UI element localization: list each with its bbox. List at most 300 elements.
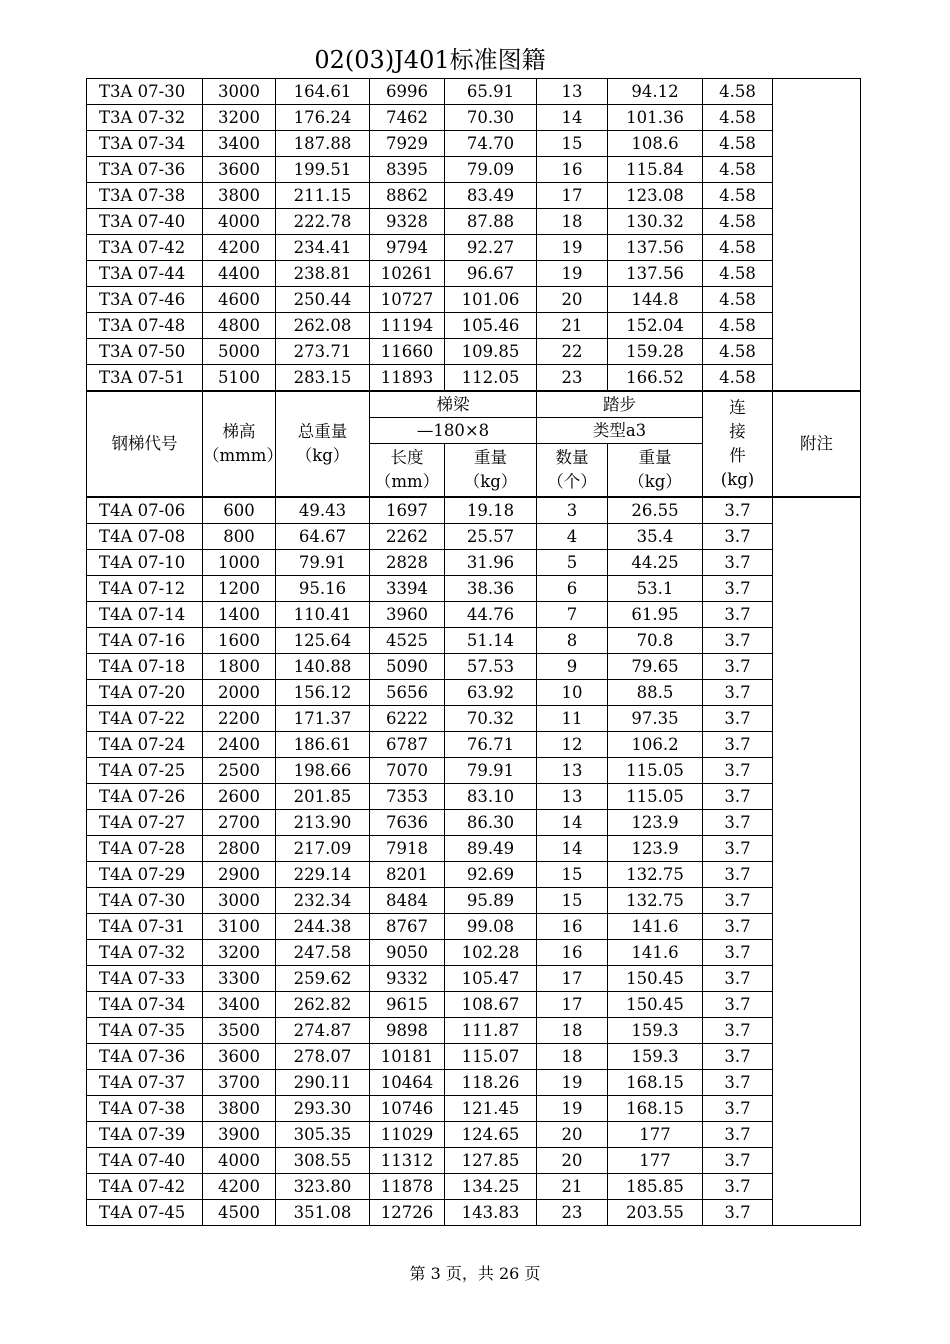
table-cell: 115.05 [608, 784, 703, 810]
table-cell: 166.52 [608, 365, 703, 392]
table-cell: 3700 [203, 1070, 276, 1096]
table-cell: 290.11 [276, 1070, 370, 1096]
table-cell: 262.82 [276, 992, 370, 1018]
table-cell: 244.38 [276, 914, 370, 940]
table-cell: 198.66 [276, 758, 370, 784]
table-row [87, 914, 861, 940]
table-cell: 2700 [203, 810, 276, 836]
table-cell: 6996 [370, 79, 445, 105]
table-header [87, 391, 861, 497]
table-cell: 89.49 [445, 836, 537, 862]
table-cell: 132.75 [608, 862, 703, 888]
table-row [87, 1148, 861, 1174]
table-row [87, 1122, 861, 1148]
cell-code: T4A 07-39 [87, 1122, 203, 1148]
table-cell: 4500 [203, 1200, 276, 1226]
table-cell: 57.53 [445, 654, 537, 680]
cell-code: T4A 07-12 [87, 576, 203, 602]
table-row [87, 235, 861, 261]
table-cell: 7070 [370, 758, 445, 784]
table-cell: 3.7 [703, 1122, 773, 1148]
table-cell: 164.61 [276, 79, 370, 105]
header-beam-spec: —180×8 [370, 418, 537, 444]
table-row [87, 758, 861, 784]
table-cell: 5 [537, 550, 608, 576]
table-cell: 3.7 [703, 888, 773, 914]
table-cell: 3400 [203, 131, 276, 157]
table-cell: 87.88 [445, 209, 537, 235]
table-cell: 102.28 [445, 940, 537, 966]
table-cell: 3000 [203, 79, 276, 105]
table-cell: 4.58 [703, 183, 773, 209]
table-cell: 4200 [203, 1174, 276, 1200]
cell-code: T4A 07-30 [87, 888, 203, 914]
table-cell: 1200 [203, 576, 276, 602]
table-cell: 7 [537, 602, 608, 628]
table-cell: 4.58 [703, 105, 773, 131]
steel-ladder-table [86, 78, 861, 1226]
table-cell: 3.7 [703, 784, 773, 810]
table-cell: 247.58 [276, 940, 370, 966]
table-cell: 351.08 [276, 1200, 370, 1226]
cell-code: T4A 07-36 [87, 1044, 203, 1070]
table-cell: 2500 [203, 758, 276, 784]
table-cell: 123.9 [608, 810, 703, 836]
table-row [87, 105, 861, 131]
table-cell: 97.35 [608, 706, 703, 732]
table-cell: 44.76 [445, 602, 537, 628]
table-row [87, 992, 861, 1018]
table-cell: 65.91 [445, 79, 537, 105]
table-cell: 259.62 [276, 966, 370, 992]
table-cell: 86.30 [445, 810, 537, 836]
table-cell: 121.45 [445, 1096, 537, 1122]
table-cell: 3600 [203, 157, 276, 183]
table-cell: 1697 [370, 497, 445, 524]
cell-code: T4A 07-24 [87, 732, 203, 758]
table-cell: 70.8 [608, 628, 703, 654]
table-cell: 262.08 [276, 313, 370, 339]
table-cell: 7929 [370, 131, 445, 157]
table-cell: 79.65 [608, 654, 703, 680]
table-cell: 9794 [370, 235, 445, 261]
cell-code: T3A 07-30 [87, 79, 203, 105]
table-cell: 1000 [203, 550, 276, 576]
table-cell: 6 [537, 576, 608, 602]
header-step: 踏步 [537, 391, 703, 418]
table-row [87, 550, 861, 576]
table-cell: 15 [537, 888, 608, 914]
table-cell: 274.87 [276, 1018, 370, 1044]
table-cell: 4.58 [703, 209, 773, 235]
header-code: 钢梯代号 [87, 391, 203, 497]
table-cell: 3.7 [703, 654, 773, 680]
header-step-weight: 重量 （kg） [608, 444, 703, 498]
table-cell: 105.46 [445, 313, 537, 339]
table-row [87, 602, 861, 628]
table-cell: 2400 [203, 732, 276, 758]
table-cell: 143.83 [445, 1200, 537, 1226]
table-cell: 19 [537, 1096, 608, 1122]
cell-code: T4A 07-38 [87, 1096, 203, 1122]
table-cell: 3.7 [703, 706, 773, 732]
table-cell: 21 [537, 313, 608, 339]
table-row [87, 524, 861, 550]
table-cell: 9 [537, 654, 608, 680]
table-cell: 111.87 [445, 1018, 537, 1044]
cell-code: T4A 07-42 [87, 1174, 203, 1200]
table-cell: 123.9 [608, 836, 703, 862]
table-row [87, 365, 861, 392]
table-cell: 3000 [203, 888, 276, 914]
page-footer: 第 3 页，共 26 页 [409, 1264, 541, 1283]
table-cell: 18 [537, 1044, 608, 1070]
table-cell: 3.7 [703, 550, 773, 576]
table-cell: 4.58 [703, 287, 773, 313]
table-cell: 99.08 [445, 914, 537, 940]
table-cell: 19.18 [445, 497, 537, 524]
table-cell: 1400 [203, 602, 276, 628]
table-cell: 92.27 [445, 235, 537, 261]
table-row [87, 131, 861, 157]
table-cell: 3.7 [703, 680, 773, 706]
header-beam: 梯梁 [370, 391, 537, 418]
table-cell: 3400 [203, 992, 276, 1018]
header-total-weight: 总重量 （kg） [276, 391, 370, 497]
table-cell: 79.91 [445, 758, 537, 784]
note-cell [773, 497, 861, 1226]
table-cell: 4800 [203, 313, 276, 339]
table-cell: 4600 [203, 287, 276, 313]
table-cell: 3.7 [703, 497, 773, 524]
cell-code: T3A 07-34 [87, 131, 203, 157]
table-cell: 10181 [370, 1044, 445, 1070]
table-cell: 112.05 [445, 365, 537, 392]
table-cell: 49.43 [276, 497, 370, 524]
table-cell: 9050 [370, 940, 445, 966]
table-cell: 6222 [370, 706, 445, 732]
table-cell: 10261 [370, 261, 445, 287]
table-cell: 4000 [203, 209, 276, 235]
table-cell: 186.61 [276, 732, 370, 758]
cell-code: T4A 07-26 [87, 784, 203, 810]
cell-code: T3A 07-36 [87, 157, 203, 183]
header-connector: 连 接 件 (kg) [703, 391, 773, 497]
table-cell: 308.55 [276, 1148, 370, 1174]
table-cell: 159.28 [608, 339, 703, 365]
table-cell: 11194 [370, 313, 445, 339]
table-cell: 217.09 [276, 836, 370, 862]
table-row [87, 810, 861, 836]
table-cell: 144.8 [608, 287, 703, 313]
table-cell: 74.70 [445, 131, 537, 157]
table-cell: 20 [537, 1148, 608, 1174]
table-cell: 3100 [203, 914, 276, 940]
table-cell: 76.71 [445, 732, 537, 758]
table-cell: 278.07 [276, 1044, 370, 1070]
cell-code: T3A 07-51 [87, 365, 203, 392]
table-cell: 79.09 [445, 157, 537, 183]
table-cell: 2900 [203, 862, 276, 888]
table-row [87, 732, 861, 758]
table-row [87, 966, 861, 992]
table-cell: 35.4 [608, 524, 703, 550]
table-cell: 8395 [370, 157, 445, 183]
table-cell: 150.45 [608, 992, 703, 1018]
table-cell: 10727 [370, 287, 445, 313]
table-cell: 3.7 [703, 1096, 773, 1122]
table-row [87, 1070, 861, 1096]
table-cell: 800 [203, 524, 276, 550]
table-cell: 3.7 [703, 732, 773, 758]
table-cell: 4.58 [703, 261, 773, 287]
table-cell: 11660 [370, 339, 445, 365]
table-cell: 141.6 [608, 940, 703, 966]
table-cell: 140.88 [276, 654, 370, 680]
table-cell: 3.7 [703, 992, 773, 1018]
table-cell: 3600 [203, 1044, 276, 1070]
table-cell: 83.10 [445, 784, 537, 810]
table-cell: 250.44 [276, 287, 370, 313]
table-cell: 9332 [370, 966, 445, 992]
table-row [87, 628, 861, 654]
table-cell: 11029 [370, 1122, 445, 1148]
table-cell: 95.89 [445, 888, 537, 914]
table-row [87, 339, 861, 365]
table-cell: 14 [537, 105, 608, 131]
table-cell: 211.15 [276, 183, 370, 209]
table-cell: 3960 [370, 602, 445, 628]
table-cell: 96.67 [445, 261, 537, 287]
table-cell: 3 [537, 497, 608, 524]
table-cell: 4.58 [703, 313, 773, 339]
table-cell: 110.41 [276, 602, 370, 628]
cell-code: T3A 07-44 [87, 261, 203, 287]
table-row [87, 157, 861, 183]
table-cell: 94.12 [608, 79, 703, 105]
table-cell: 26.55 [608, 497, 703, 524]
table-cell: 10 [537, 680, 608, 706]
table-cell: 4200 [203, 235, 276, 261]
table-cell: 5100 [203, 365, 276, 392]
table-cell: 222.78 [276, 209, 370, 235]
table-cell: 12726 [370, 1200, 445, 1226]
table-cell: 22 [537, 339, 608, 365]
table-cell: 3200 [203, 940, 276, 966]
cell-code: T4A 07-28 [87, 836, 203, 862]
table-cell: 101.06 [445, 287, 537, 313]
table-cell: 4.58 [703, 365, 773, 392]
table-cell: 16 [537, 157, 608, 183]
header-height: 梯高 （mmm） [203, 391, 276, 497]
table-cell: 8484 [370, 888, 445, 914]
table-cell: 234.41 [276, 235, 370, 261]
table-section-t3a [87, 79, 861, 392]
table-cell: 199.51 [276, 157, 370, 183]
table-cell: 3.7 [703, 966, 773, 992]
table-cell: 115.84 [608, 157, 703, 183]
table-cell: 9615 [370, 992, 445, 1018]
cell-code: T3A 07-32 [87, 105, 203, 131]
table-cell: 273.71 [276, 339, 370, 365]
table-cell: 232.34 [276, 888, 370, 914]
table-cell: 108.67 [445, 992, 537, 1018]
cell-code: T4A 07-45 [87, 1200, 203, 1226]
table-cell: 9328 [370, 209, 445, 235]
table-cell: 4400 [203, 261, 276, 287]
table-cell: 11893 [370, 365, 445, 392]
table-row [87, 183, 861, 209]
table-cell: 3.7 [703, 628, 773, 654]
cell-code: T4A 07-25 [87, 758, 203, 784]
table-cell: 15 [537, 131, 608, 157]
table-cell: 7353 [370, 784, 445, 810]
table-cell: 3.7 [703, 914, 773, 940]
table-cell: 229.14 [276, 862, 370, 888]
table-row [87, 836, 861, 862]
table-cell: 8201 [370, 862, 445, 888]
table-cell: 2828 [370, 550, 445, 576]
table-cell: 88.5 [608, 680, 703, 706]
table-cell: 11878 [370, 1174, 445, 1200]
table-cell: 3394 [370, 576, 445, 602]
table-cell: 63.92 [445, 680, 537, 706]
table-cell: 3500 [203, 1018, 276, 1044]
table-cell: 8862 [370, 183, 445, 209]
table-cell: 109.85 [445, 339, 537, 365]
table-cell: 156.12 [276, 680, 370, 706]
cell-code: T4A 07-14 [87, 602, 203, 628]
table-cell: 152.04 [608, 313, 703, 339]
cell-code: T4A 07-18 [87, 654, 203, 680]
table-cell: 3800 [203, 183, 276, 209]
table-cell: 3200 [203, 105, 276, 131]
cell-code: T4A 07-31 [87, 914, 203, 940]
header-beam-weight: 重量 （kg） [445, 444, 537, 498]
table-row [87, 497, 861, 524]
table-row [87, 888, 861, 914]
table-cell: 8 [537, 628, 608, 654]
table-cell: 51.14 [445, 628, 537, 654]
table-cell: 137.56 [608, 261, 703, 287]
table-cell: 600 [203, 497, 276, 524]
table-cell: 115.05 [608, 758, 703, 784]
table-cell: 134.25 [445, 1174, 537, 1200]
cell-code: T3A 07-38 [87, 183, 203, 209]
table-cell: 44.25 [608, 550, 703, 576]
cell-code: T3A 07-48 [87, 313, 203, 339]
table-cell: 10464 [370, 1070, 445, 1096]
table-cell: 61.95 [608, 602, 703, 628]
table-cell: 5000 [203, 339, 276, 365]
table-cell: 23 [537, 1200, 608, 1226]
table-row [87, 261, 861, 287]
cell-code: T4A 07-22 [87, 706, 203, 732]
cell-code: T4A 07-35 [87, 1018, 203, 1044]
table-row [87, 680, 861, 706]
table-cell: 3900 [203, 1122, 276, 1148]
table-cell: 19 [537, 1070, 608, 1096]
table-cell: 17 [537, 183, 608, 209]
table-cell: 25.57 [445, 524, 537, 550]
table-row [87, 862, 861, 888]
table-cell: 16 [537, 914, 608, 940]
table-cell: 159.3 [608, 1044, 703, 1070]
table-cell: 9898 [370, 1018, 445, 1044]
table-row [87, 287, 861, 313]
table-cell: 6787 [370, 732, 445, 758]
table-cell: 20 [537, 1122, 608, 1148]
table-row [87, 576, 861, 602]
header-step-type: 类型a3 [537, 418, 703, 444]
table-cell: 3.7 [703, 1200, 773, 1226]
table-cell: 79.91 [276, 550, 370, 576]
table-cell: 4.58 [703, 235, 773, 261]
table-cell: 4.58 [703, 131, 773, 157]
table-cell: 38.36 [445, 576, 537, 602]
table-cell: 171.37 [276, 706, 370, 732]
table-row [87, 706, 861, 732]
table-cell: 3.7 [703, 862, 773, 888]
table-cell: 305.35 [276, 1122, 370, 1148]
table-cell: 3300 [203, 966, 276, 992]
table-cell: 1600 [203, 628, 276, 654]
table-cell: 4525 [370, 628, 445, 654]
table-cell: 31.96 [445, 550, 537, 576]
table-cell: 14 [537, 836, 608, 862]
table-cell: 53.1 [608, 576, 703, 602]
table-cell: 23 [537, 365, 608, 392]
table-cell: 203.55 [608, 1200, 703, 1226]
cell-code: T4A 07-16 [87, 628, 203, 654]
table-cell: 201.85 [276, 784, 370, 810]
table-cell: 13 [537, 758, 608, 784]
table-cell: 2000 [203, 680, 276, 706]
table-cell: 64.67 [276, 524, 370, 550]
table-cell: 187.88 [276, 131, 370, 157]
cell-code: T4A 07-37 [87, 1070, 203, 1096]
table-cell: 7636 [370, 810, 445, 836]
table-cell: 92.69 [445, 862, 537, 888]
table-cell: 13 [537, 784, 608, 810]
table-cell: 124.65 [445, 1122, 537, 1148]
table-row [87, 79, 861, 105]
table-cell: 150.45 [608, 966, 703, 992]
cell-code: T3A 07-42 [87, 235, 203, 261]
table-cell: 21 [537, 1174, 608, 1200]
cell-code: T3A 07-40 [87, 209, 203, 235]
table-cell: 108.6 [608, 131, 703, 157]
table-cell: 159.3 [608, 1018, 703, 1044]
table-cell: 7462 [370, 105, 445, 131]
table-cell: 115.07 [445, 1044, 537, 1070]
cell-code: T3A 07-46 [87, 287, 203, 313]
table-cell: 2200 [203, 706, 276, 732]
table-cell: 18 [537, 1018, 608, 1044]
table-cell: 168.15 [608, 1070, 703, 1096]
table-cell: 17 [537, 966, 608, 992]
table-row [87, 654, 861, 680]
table-cell: 3.7 [703, 758, 773, 784]
table-cell: 17 [537, 992, 608, 1018]
table-cell: 3.7 [703, 1148, 773, 1174]
table-cell: 10746 [370, 1096, 445, 1122]
header-beam-length: 长度 （mm） [370, 444, 445, 498]
table-cell: 127.85 [445, 1148, 537, 1174]
table-cell: 123.08 [608, 183, 703, 209]
table-cell: 4000 [203, 1148, 276, 1174]
table-row [87, 313, 861, 339]
